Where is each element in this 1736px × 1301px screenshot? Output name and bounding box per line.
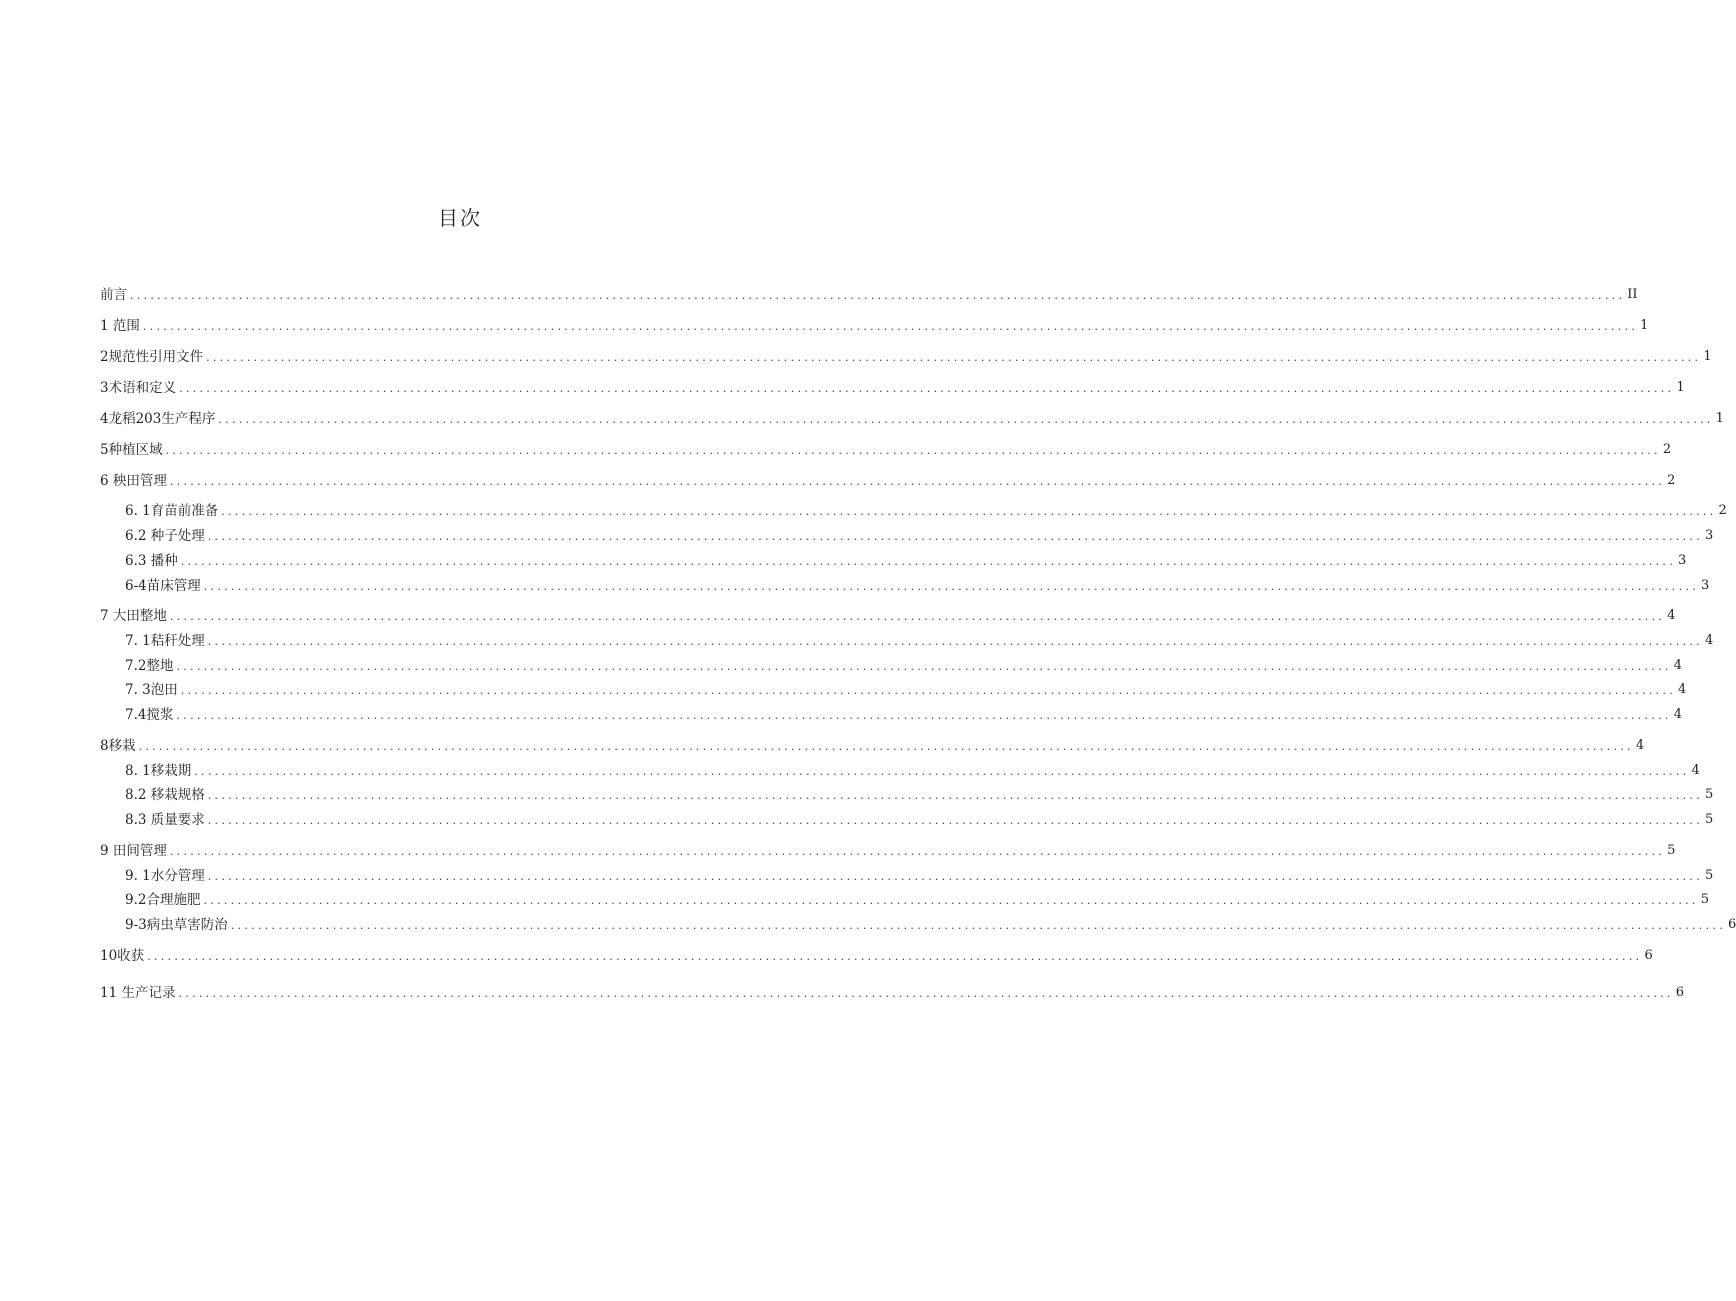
toc-entry-page: 4 bbox=[1705, 633, 1714, 648]
toc-entry-page: 1 bbox=[1640, 318, 1649, 333]
toc-entry-page: 6 bbox=[1644, 948, 1653, 963]
toc-entry-label: 9. 1水分管理 bbox=[125, 868, 205, 884]
toc-entry-label: 7 大田整地 bbox=[100, 608, 167, 624]
toc-entry[interactable] bbox=[125, 576, 1710, 596]
toc-leader-dots: ............................................................................................................................................................................................................................ bbox=[176, 660, 1672, 673]
toc-entry-label: 8.3 质量要求 bbox=[125, 812, 205, 828]
toc-entry-label: 7. 1秸秆处理 bbox=[125, 633, 205, 649]
toc-entry[interactable] bbox=[100, 347, 1712, 367]
toc-entry-label: 5种植区域 bbox=[100, 442, 163, 458]
toc-entry[interactable] bbox=[125, 890, 1710, 910]
toc-entry[interactable] bbox=[100, 285, 1638, 305]
toc-entry-page: II bbox=[1627, 287, 1638, 302]
toc-entry[interactable] bbox=[100, 378, 1685, 398]
toc-entry-page: 4 bbox=[1691, 763, 1700, 778]
toc-entry-label: 10收获 bbox=[100, 948, 145, 964]
toc-leader-dots: ............................................................................................................................................................................................................................ bbox=[207, 814, 1704, 827]
toc-leader-dots: ............................................................................................................................................................................................................................ bbox=[203, 580, 1699, 593]
toc-entry-page: 4 bbox=[1673, 658, 1683, 673]
toc-entry-label: 8. 1移栽期 bbox=[125, 763, 192, 779]
toc-entry[interactable] bbox=[125, 501, 1727, 521]
toc-leader-dots: ............................................................................................................................................................................................................................ bbox=[180, 555, 1677, 568]
toc-entry-label: 6.2 种子处理 bbox=[125, 528, 205, 544]
toc-entry[interactable] bbox=[100, 841, 1676, 861]
toc-entry-page: 3 bbox=[1678, 553, 1687, 568]
toc-entry-label: 6 秧田管理 bbox=[100, 473, 167, 489]
toc-entry[interactable] bbox=[125, 680, 1687, 700]
toc-leader-dots: ............................................................................................................................................................................................................................ bbox=[179, 382, 1675, 395]
toc-leader-dots: ............................................................................................................................................................................................................................ bbox=[138, 740, 1634, 753]
toc-leader-dots: ............................................................................................................................................................................................................................ bbox=[207, 789, 1704, 802]
toc-entry-page: 5 bbox=[1705, 787, 1714, 802]
toc-entry-page: 4 bbox=[1635, 738, 1645, 753]
toc-entry[interactable] bbox=[100, 946, 1653, 966]
toc-leader-dots: ............................................................................................................................................................................................................................ bbox=[203, 894, 1699, 907]
toc-leader-dots: ............................................................................................................................................................................................................................ bbox=[169, 610, 1666, 623]
toc-entry-page: 5 bbox=[1700, 892, 1710, 907]
toc-entry-label: 8.2 移栽规格 bbox=[125, 787, 205, 803]
toc-entry-label: 7. 3泡田 bbox=[125, 682, 178, 698]
toc-leader-dots: ............................................................................................................................................................................................................................ bbox=[169, 845, 1666, 858]
toc-entry-label: 1 范围 bbox=[100, 318, 140, 334]
toc-leader-dots: ............................................................................................................................................................................................................................ bbox=[207, 870, 1704, 883]
toc-entry-label: 7.2整地 bbox=[125, 658, 174, 674]
toc-leader-dots: ............................................................................................................................................................................................................................ bbox=[194, 765, 1690, 778]
toc-entry[interactable] bbox=[100, 736, 1645, 756]
toc-entry-page: 1 bbox=[1676, 380, 1685, 395]
toc-entry-label: 9 田间管理 bbox=[100, 843, 167, 859]
toc-entry[interactable] bbox=[125, 551, 1687, 571]
toc-entry-label: 7.4搅浆 bbox=[125, 707, 174, 723]
toc-entry-page: 6 bbox=[1728, 917, 1736, 932]
toc-entry-page: 3 bbox=[1701, 578, 1710, 593]
toc-entry-label: 9.2合理施肥 bbox=[125, 892, 201, 908]
toc-leader-dots: ............................................................................................................................................................................................................................ bbox=[230, 919, 1726, 932]
toc-entry-page: 3 bbox=[1705, 528, 1714, 543]
toc-entry-page: 5 bbox=[1705, 812, 1714, 827]
toc-leader-dots: ............................................................................................................................................................................................................................ bbox=[169, 475, 1666, 488]
toc-leader-dots: ............................................................................................................................................................................................................................ bbox=[207, 635, 1704, 648]
toc-entry[interactable] bbox=[100, 409, 1724, 429]
toc-leader-dots: ............................................................................................................................................................................................................................ bbox=[206, 351, 1702, 364]
toc-entry-page: 5 bbox=[1705, 868, 1714, 883]
toc-entry-label: 9-3病虫草害防治 bbox=[125, 917, 228, 933]
toc-leader-dots: ............................................................................................................................................................................................................................ bbox=[142, 320, 1639, 333]
toc-entry-label: 6. 1育苗前准备 bbox=[125, 503, 219, 519]
toc-entry[interactable] bbox=[125, 785, 1714, 805]
toc-entry-label: 2规范性引用文件 bbox=[100, 349, 204, 365]
toc-entry-page: 4 bbox=[1673, 707, 1683, 722]
toc-entry-page: 2 bbox=[1718, 503, 1727, 518]
toc-entry-page: 6 bbox=[1675, 985, 1685, 1000]
toc-entry-label: 6.3 播种 bbox=[125, 553, 178, 569]
toc-entry-page: 4 bbox=[1667, 608, 1676, 623]
toc-leader-dots: ............................................................................................................................................................................................................................ bbox=[180, 684, 1677, 697]
toc-entry[interactable] bbox=[100, 983, 1685, 1003]
toc-leader-dots: ............................................................................................................................................................................................................................ bbox=[147, 950, 1643, 963]
toc-entry-label: 3术语和定义 bbox=[100, 380, 177, 396]
toc-leader-dots: ............................................................................................................................................................................................................................ bbox=[207, 530, 1704, 543]
toc-entry[interactable] bbox=[100, 440, 1672, 460]
toc-entry[interactable] bbox=[125, 526, 1714, 546]
toc-entry[interactable] bbox=[125, 810, 1714, 830]
toc-entry-page: 1 bbox=[1703, 349, 1712, 364]
toc-leader-dots: ............................................................................................................................................................................................................................ bbox=[218, 413, 1714, 426]
toc-entry-page: 4 bbox=[1678, 682, 1687, 697]
toc-leader-dots: ............................................................................................................................................................................................................................ bbox=[178, 987, 1674, 1000]
toc-entry[interactable] bbox=[125, 866, 1714, 886]
toc-entry[interactable] bbox=[125, 656, 1683, 676]
toc-leader-dots: ............................................................................................................................................................................................................................ bbox=[130, 289, 1626, 302]
toc-title: 目次 bbox=[438, 206, 482, 230]
toc-entry[interactable] bbox=[100, 471, 1676, 491]
toc-entry-page: 2 bbox=[1667, 473, 1676, 488]
toc-entry-label: 6-4苗床管理 bbox=[125, 578, 201, 594]
toc-entry-label: 8移栽 bbox=[100, 738, 136, 754]
toc-entry[interactable] bbox=[125, 631, 1714, 651]
toc-entry[interactable] bbox=[100, 606, 1676, 626]
toc-entry-label: 11 生产记录 bbox=[100, 985, 176, 1001]
toc-entry-label: 前言 bbox=[100, 287, 127, 303]
toc-leader-dots: ............................................................................................................................................................................................................................ bbox=[165, 444, 1661, 457]
toc-leader-dots: ............................................................................................................................................................................................................................ bbox=[221, 505, 1717, 518]
toc-entry[interactable] bbox=[100, 316, 1649, 336]
toc-entry-page: 2 bbox=[1662, 442, 1672, 457]
toc-entry[interactable] bbox=[125, 705, 1683, 725]
toc-leader-dots: ............................................................................................................................................................................................................................ bbox=[176, 709, 1672, 722]
toc-entry-label: 4龙稻203生产程序 bbox=[100, 411, 216, 427]
toc-entry-page: 5 bbox=[1667, 843, 1676, 858]
toc-entry-page: 1 bbox=[1715, 411, 1724, 426]
toc-entry[interactable] bbox=[125, 761, 1700, 781]
toc-entry[interactable] bbox=[125, 915, 1736, 935]
